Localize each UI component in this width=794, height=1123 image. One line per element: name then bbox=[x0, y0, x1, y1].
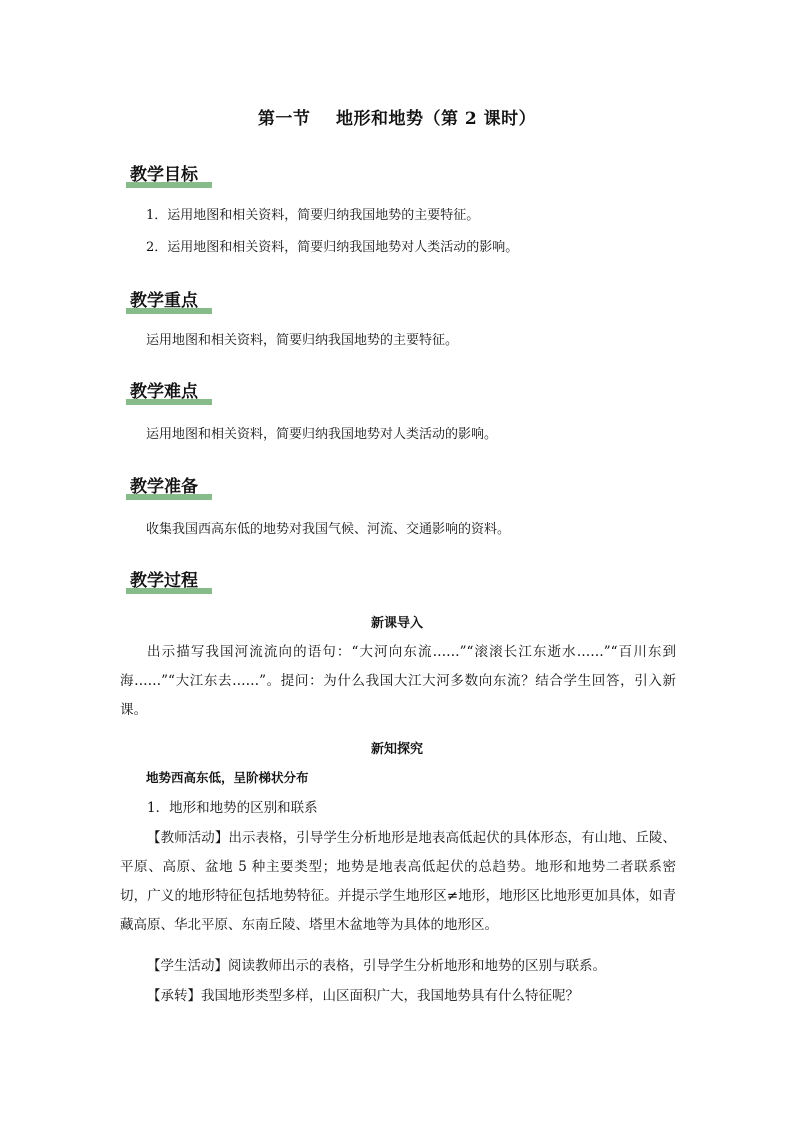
key-point-text: 运用地图和相关资料，简要归纳我国地势的主要特征。 bbox=[146, 333, 459, 348]
objective-item-1: 1．运用地图和相关资料，简要归纳我国地势的主要特征。 bbox=[146, 208, 480, 223]
section-heading-label: 教学难点 bbox=[130, 382, 198, 402]
intro-paragraph: 出示描写我国河流流向的语句：“大河向东流……”“滚滚长江东逝水……”“百川东到海……”“大江东去……”。提问：为什么我国大江大河多数向东流？结合学生回答，引入新课。 bbox=[120, 644, 676, 718]
page-title: 第一节 地形和地势（第 2 课时） bbox=[257, 109, 537, 129]
explore-heading: 新知探究 bbox=[370, 742, 423, 757]
student-activity-paragraph: 【学生活动】阅读教师出示的表格，引导学生分析地形和地势的区别与联系。 bbox=[147, 958, 606, 974]
preparation-text: 收集我国西高东低的地势对我国气候、河流、交通影响的资料。 bbox=[146, 522, 511, 537]
section-heading-label: 教学准备 bbox=[130, 477, 198, 497]
section-heading-preparation bbox=[126, 472, 212, 500]
difficulty-text: 运用地图和相关资料，简要归纳我国地势对人类活动的影响。 bbox=[146, 427, 498, 442]
transition-paragraph: 【承转】我国地形类型多样，山区面积广大，我国地势具有什么特征呢？ bbox=[147, 988, 579, 1004]
objective-item-2: 2．运用地图和相关资料，简要归纳我国地势对人类活动的影响。 bbox=[146, 240, 519, 255]
intro-heading: 新课导入 bbox=[370, 616, 423, 631]
teacher-activity-paragraph: 【教师活动】出示表格，引导学生分析地形是地表高低起伏的具体形态，有山地、丘陵、平原、高原、盆地 5 种主要类型；地势是地表高低起伏的总趋势。地形和地势二者联系密切，广义的地形特征包括地势特征。并提示学生地形区≠地形，地形区比地形更加具体，如青藏高原、华北平原、东南丘陵、塔里木盆地等为具体的地形区。 bbox=[120, 830, 676, 933]
section-heading-difficulty bbox=[126, 377, 212, 405]
point-1-heading: 1．地形和地势的区别和联系 bbox=[147, 800, 318, 816]
section-heading-label: 教学重点 bbox=[130, 291, 198, 311]
explore-subheading: 地势西高东低，呈阶梯状分布 bbox=[146, 770, 309, 785]
section-heading-key-point bbox=[126, 286, 212, 314]
section-heading-label: 教学目标 bbox=[130, 165, 198, 185]
section-heading-label: 教学过程 bbox=[130, 571, 198, 591]
section-heading-objectives bbox=[126, 160, 212, 188]
section-heading-process bbox=[126, 566, 212, 594]
